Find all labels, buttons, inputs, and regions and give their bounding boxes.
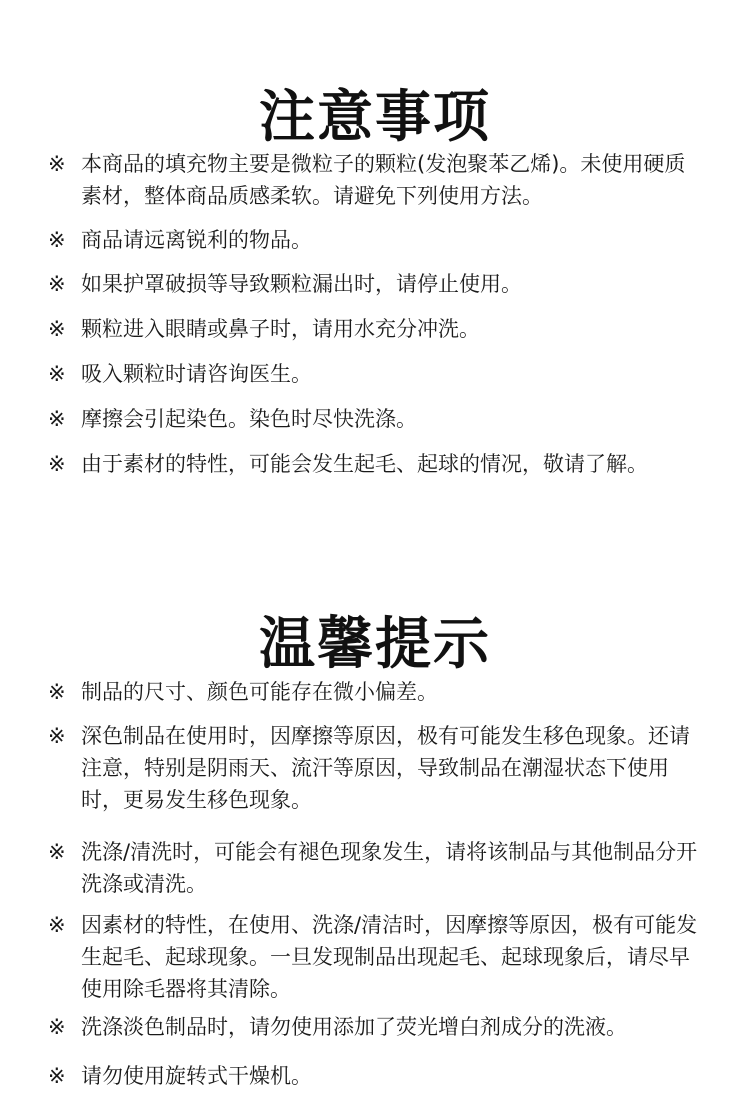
reference-mark: ※ bbox=[48, 452, 66, 476]
tip-text: 制品的尺寸、颜色可能存在微小偏差。 bbox=[81, 680, 438, 704]
precaution-item bbox=[48, 403, 698, 435]
reference-mark: ※ bbox=[48, 407, 66, 431]
tip-item bbox=[48, 1011, 698, 1043]
precaution-text: 吸入颗粒时请咨询医生。 bbox=[81, 362, 312, 386]
precaution-item bbox=[48, 448, 698, 480]
precaution-text: 本商品的填充物主要是微粒子的颗粒(发泡聚苯乙烯)。未使用硬质素材，整体商品质感柔软。请避免下列使用方法。 bbox=[81, 152, 686, 208]
reference-mark: ※ bbox=[48, 724, 66, 748]
reference-mark: ※ bbox=[48, 228, 66, 252]
tip-text: 深色制品在使用时，因摩擦等原因，极有可能发生移色现象。还请注意，特别是阴雨天、流汗等原因，导致制品在潮湿状态下使用时，更易发生移色现象。 bbox=[81, 724, 690, 812]
reference-mark: ※ bbox=[48, 272, 66, 296]
precaution-text: 摩擦会引起染色。染色时尽快洗涤。 bbox=[81, 407, 417, 431]
precaution-item bbox=[48, 358, 698, 390]
precaution-item bbox=[48, 224, 698, 256]
reference-mark: ※ bbox=[48, 1064, 66, 1088]
tip-text: 请勿使用旋转式干燥机。 bbox=[81, 1064, 312, 1088]
reference-mark: ※ bbox=[48, 362, 66, 386]
precaution-text: 由于素材的特性，可能会发生起毛、起球的情况，敬请了解。 bbox=[81, 452, 648, 476]
tip-text: 因素材的特性，在使用、洗涤/清洁时，因摩擦等原因，极有可能发生起毛、起球现象。一旦发现制品出现起毛、起球现象后，请尽早使用除毛器将其清除。 bbox=[81, 913, 698, 1001]
reference-mark: ※ bbox=[48, 913, 66, 937]
tip-item bbox=[48, 676, 698, 708]
precaution-text: 颗粒进入眼睛或鼻子时，请用水充分冲洗。 bbox=[81, 317, 480, 341]
reference-mark: ※ bbox=[48, 840, 66, 864]
tip-item bbox=[48, 720, 698, 816]
precaution-item bbox=[48, 268, 698, 300]
section-title-tips: 温馨提示 bbox=[259, 611, 491, 677]
precaution-item bbox=[48, 148, 698, 212]
reference-mark: ※ bbox=[48, 152, 66, 176]
reference-mark: ※ bbox=[48, 1015, 66, 1039]
tip-text: 洗涤淡色制品时，请勿使用添加了荧光增白剂成分的洗液。 bbox=[81, 1015, 627, 1039]
reference-mark: ※ bbox=[48, 317, 66, 341]
tip-item bbox=[48, 1060, 698, 1092]
tip-item bbox=[48, 836, 698, 900]
precaution-item bbox=[48, 313, 698, 345]
tip-item bbox=[48, 909, 698, 1005]
precaution-text: 如果护罩破损等导致颗粒漏出时，请停止使用。 bbox=[81, 272, 522, 296]
reference-mark: ※ bbox=[48, 680, 66, 704]
tip-text: 洗涤/清洗时，可能会有褪色现象发生，请将该制品与其他制品分开洗涤或清洗。 bbox=[81, 840, 698, 896]
precaution-text: 商品请远离锐利的物品。 bbox=[81, 228, 312, 252]
section-title-precautions: 注意事项 bbox=[259, 84, 491, 150]
